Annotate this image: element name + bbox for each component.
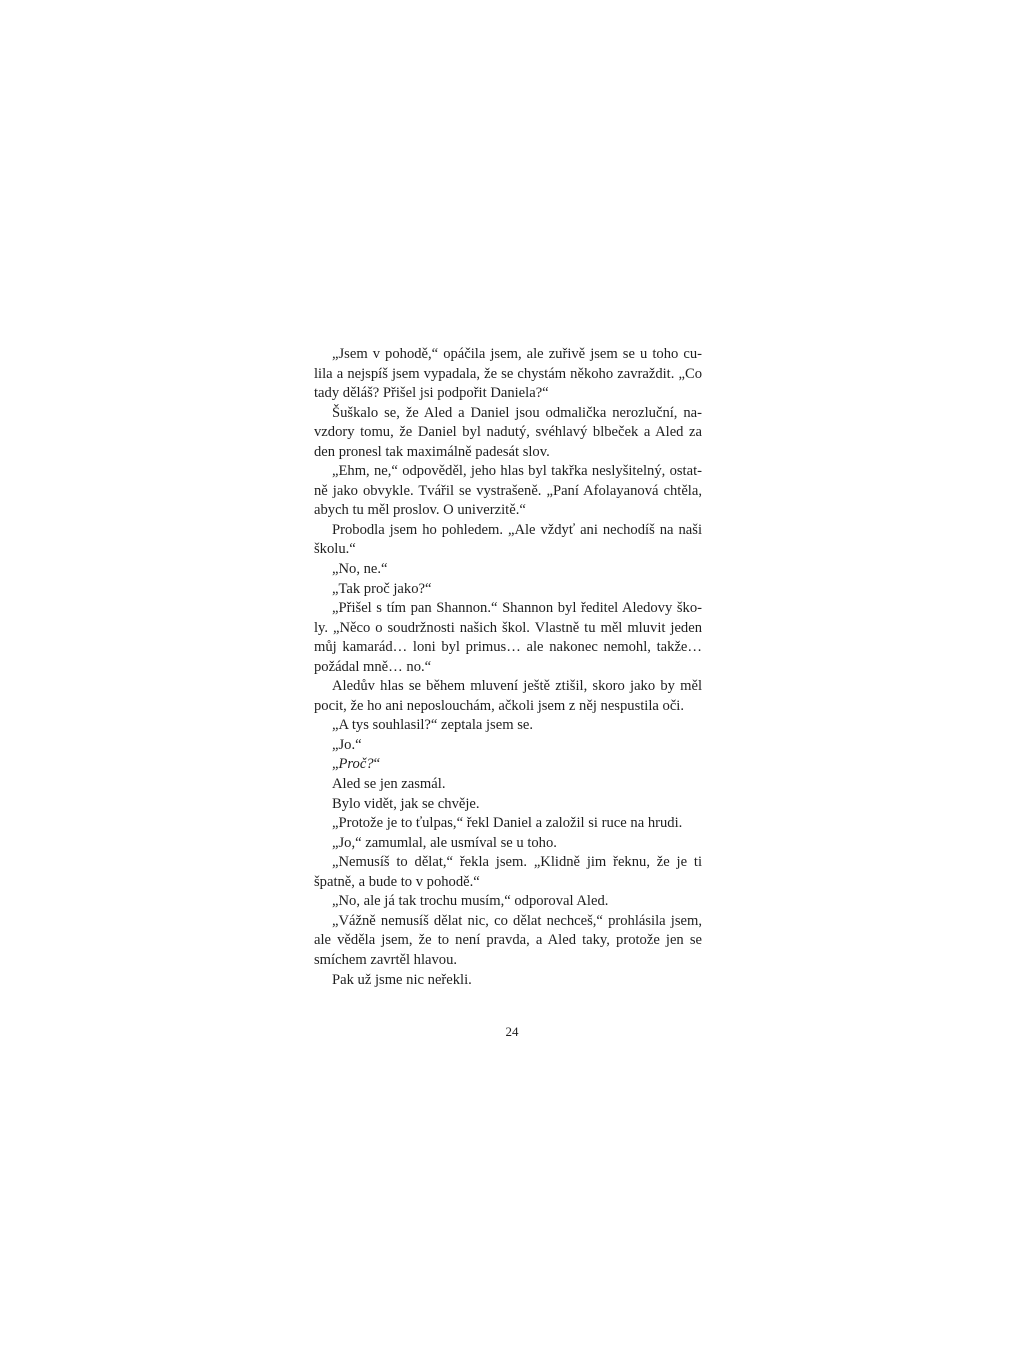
text-line: „Jo,“ zamumlal, ale usmíval se u toho. xyxy=(332,834,557,851)
text-line: „Přišel s tím pan Shannon.“ Shannon byl ředitel Aledovy ško- xyxy=(332,600,702,617)
paragraph xyxy=(314,716,702,736)
paragraph xyxy=(314,971,702,991)
paragraph xyxy=(314,795,702,815)
text-line: „No, ne.“ xyxy=(332,561,388,578)
text-line: „Protože je to ťulpas,“ řekl Daniel a založil si ruce na hrudi. xyxy=(332,815,683,832)
text-line: smíchem zavrtěl hlavou. xyxy=(314,951,458,968)
paragraph xyxy=(314,755,702,775)
text-line xyxy=(314,755,702,775)
text-line: abych tu měl proslov. O univerzitě.“ xyxy=(314,502,526,519)
text-line: můj kamarád… loni byl primus… ale nakonec nemohl, takže… xyxy=(314,639,702,656)
text-line: tady děláš? Přišel jsi podpořit Daniela?“ xyxy=(314,385,549,402)
text-line: Probodla jsem ho pohledem. „Ale vždyť ani nechodíš na naši xyxy=(332,521,702,538)
quote-open: „ xyxy=(332,756,339,773)
text-line: pocit, že ho ani neposlouchám, ačkoli jsem z něj nespustila oči. xyxy=(314,697,685,714)
paragraph xyxy=(314,521,702,560)
text-line: den pronesl tak maximálně padesát slov. xyxy=(314,443,550,460)
paragraph xyxy=(314,580,702,600)
paragraph xyxy=(314,560,702,580)
text-line: „Jsem v pohodě,“ opáčila jsem, ale zuřivě jsem se u toho cu- xyxy=(332,346,702,362)
paragraph xyxy=(314,677,702,716)
text-line: „Ehm, ne,“ odpověděl, jeho hlas byl takřka neslyšitelný, ostat- xyxy=(332,463,702,480)
text-line: „Tak proč jako?“ xyxy=(332,580,432,597)
paragraph xyxy=(314,345,702,404)
paragraph xyxy=(314,462,702,521)
text-line: „No, ale já tak trochu musím,“ odporoval Aled. xyxy=(332,893,609,910)
paragraph xyxy=(314,912,702,971)
text-line: „A tys souhlasil?“ zeptala jsem se. xyxy=(332,717,534,734)
text-line: školu.“ xyxy=(314,541,356,558)
paragraph xyxy=(314,853,702,892)
paragraph xyxy=(314,814,702,834)
text-line: ale věděla jsem, že to není pravda, a Aled taky, protože jen se xyxy=(314,932,702,949)
paragraph xyxy=(314,404,702,463)
paragraph xyxy=(314,599,702,677)
text-line: Aled se jen zasmál. xyxy=(332,776,446,793)
paragraph xyxy=(314,834,702,854)
text-line: „Nemusíš to dělat,“ řekla jsem. „Klidně jim řeknu, že je ti xyxy=(332,854,702,871)
text-line: ly. „Něco o soudržnosti našich škol. Vlastně tu měl mluvit jeden xyxy=(314,619,702,636)
page-number: 24 xyxy=(505,1024,519,1039)
quote-close: “ xyxy=(373,756,381,773)
text-line: ně jako obvykle. Tvářil se vystrašeně. „Paní Afolayanová chtěla, xyxy=(314,482,702,499)
text-line: Šuškalo se, že Aled a Daniel jsou odmalička nerozluční, na- xyxy=(332,404,702,421)
text-line: Bylo vidět, jak se chvěje. xyxy=(332,795,480,812)
text-line: vzdory tomu, že Daniel byl nadutý, svéhlavý blbeček a Aled za xyxy=(314,424,702,441)
text-line: špatně, a bude to v pohodě.“ xyxy=(314,873,480,890)
text-line: „Jo.“ xyxy=(332,736,362,753)
text-line: požádal mně… no.“ xyxy=(314,658,432,675)
paragraph xyxy=(314,892,702,912)
text-line: lila a nejspíš jsem vypadala, že se chystám někoho zavraždit. „Co xyxy=(314,365,702,382)
paragraph xyxy=(314,736,702,756)
text-line: Pak už jsme nic neřekli. xyxy=(332,971,472,988)
body-text xyxy=(314,345,702,990)
text-line: „Vážně nemusíš dělat nic, co dělat nechceš,“ prohlásila jsem, xyxy=(332,912,702,929)
paragraph xyxy=(314,775,702,795)
text-line: Aledův hlas se během mluvení ještě ztišil, skoro jako by měl xyxy=(332,678,702,695)
italic-text: Proč? xyxy=(338,756,374,773)
